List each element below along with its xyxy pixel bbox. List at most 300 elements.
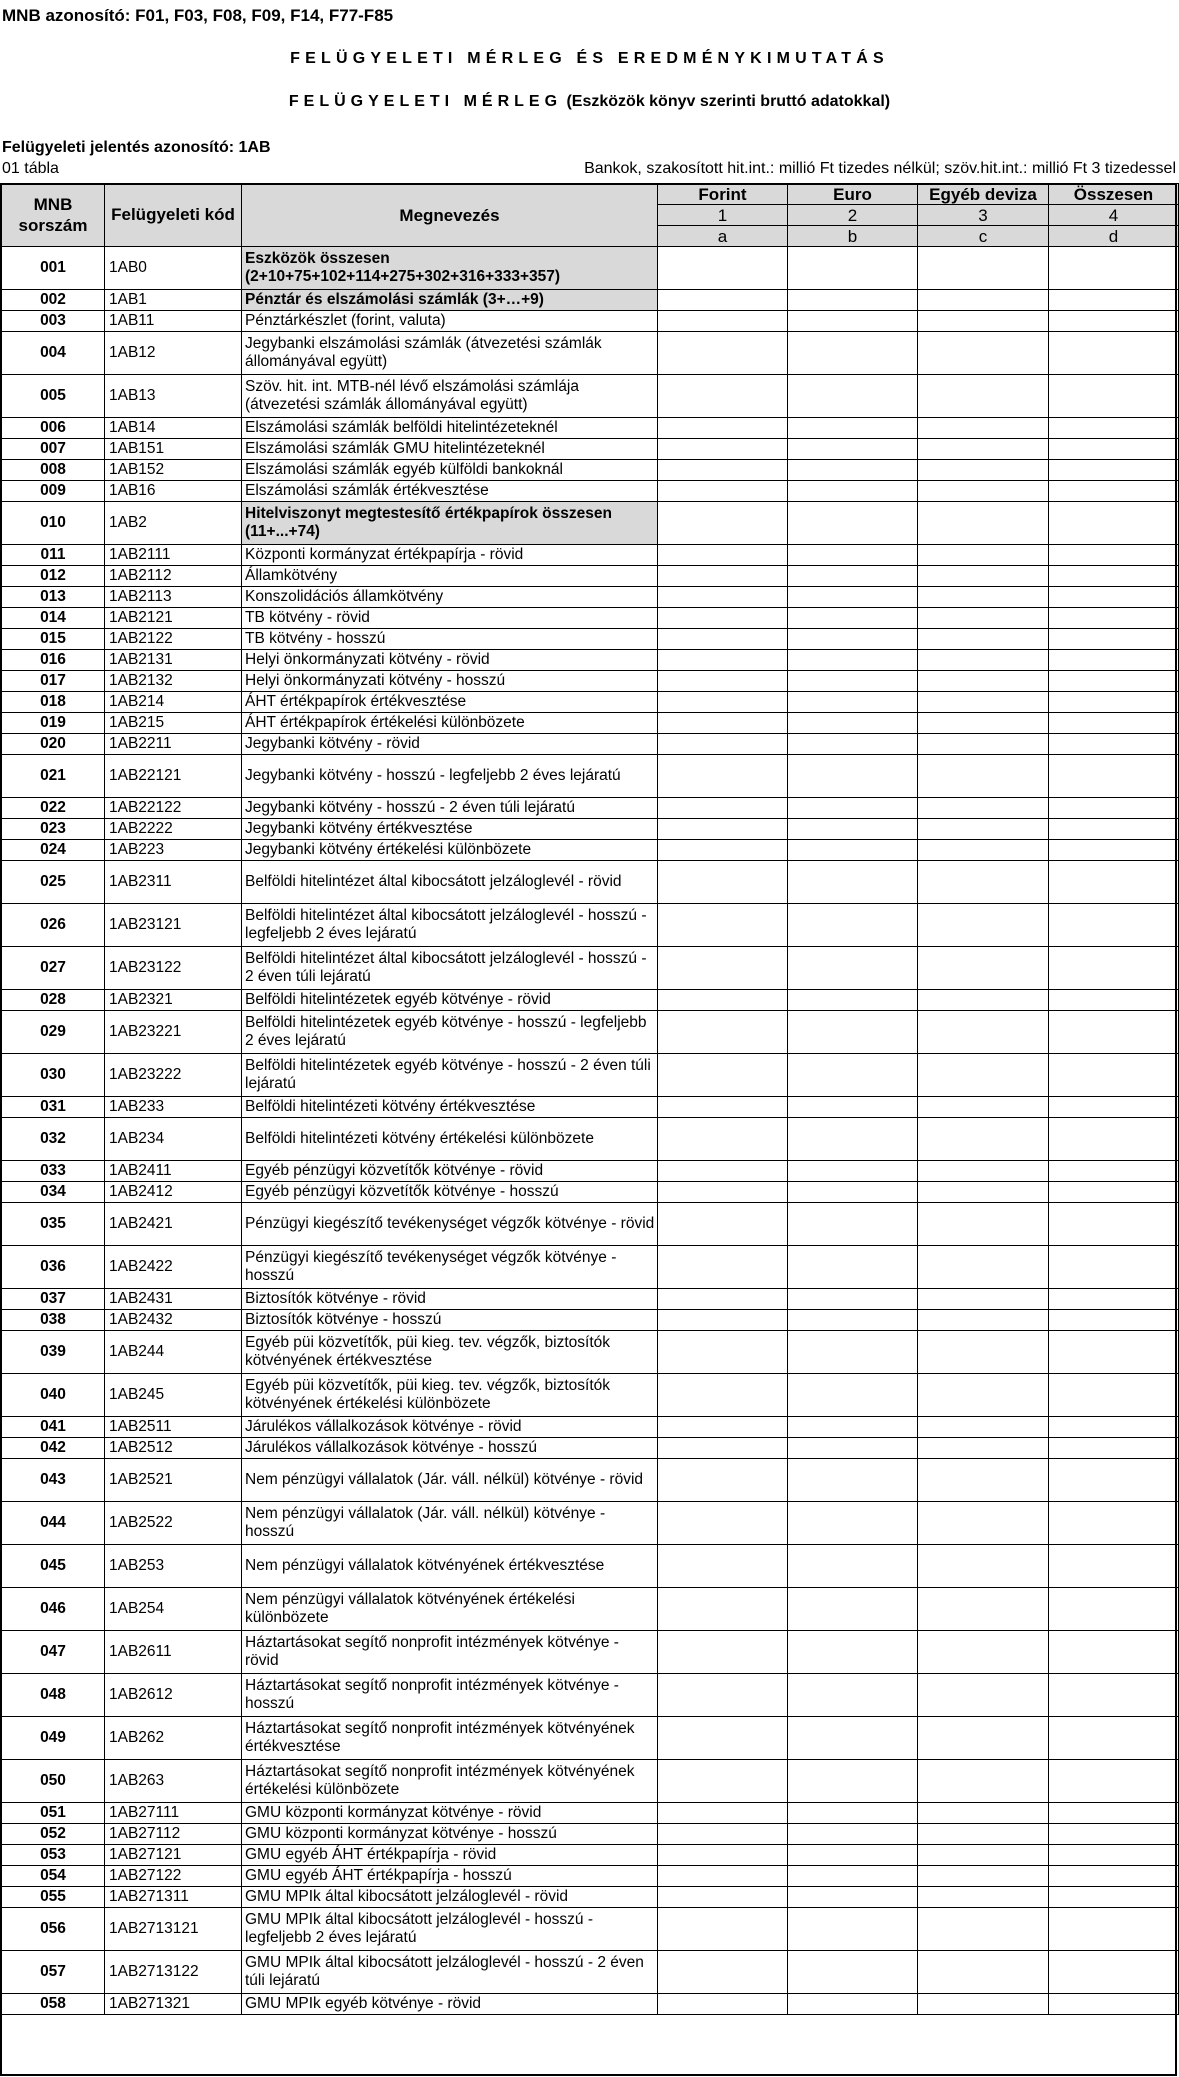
value-cell-forint[interactable] [658, 1674, 788, 1717]
value-cell-egyeb[interactable] [918, 904, 1049, 947]
value-cell-osszesen[interactable] [1049, 1760, 1179, 1803]
value-cell-forint[interactable] [658, 1289, 788, 1310]
row-name: Belföldi hitelintézetek egyéb kötvénye - rövid [242, 990, 658, 1011]
value-cell-egyeb[interactable] [918, 1545, 1049, 1588]
value-cell-osszesen[interactable] [1049, 1118, 1179, 1161]
value-cell-egyeb[interactable] [918, 1760, 1049, 1803]
value-cell-forint[interactable] [658, 502, 788, 545]
value-cell-osszesen[interactable] [1049, 671, 1179, 692]
value-cell-egyeb[interactable] [918, 798, 1049, 819]
value-cell-euro[interactable] [788, 904, 918, 947]
value-cell-euro[interactable] [788, 1182, 918, 1203]
value-cell-egyeb[interactable] [918, 1161, 1049, 1182]
value-cell-euro[interactable] [788, 1760, 918, 1803]
row-code: 1AB0 [105, 247, 242, 290]
value-cell-osszesen[interactable] [1049, 1631, 1179, 1674]
row-number: 021 [2, 755, 105, 798]
value-cell-osszesen[interactable] [1049, 1459, 1179, 1502]
value-cell-egyeb[interactable] [918, 1459, 1049, 1502]
value-cell-euro[interactable] [788, 1545, 918, 1588]
row-name: Elszámolási számlák értékvesztése [242, 481, 658, 502]
value-cell-euro[interactable] [788, 671, 918, 692]
value-cell-forint[interactable] [658, 734, 788, 755]
row-name: GMU egyéb ÁHT értékpapírja - hosszú [242, 1866, 658, 1887]
value-cell-euro[interactable] [788, 1459, 918, 1502]
table-body [2, 247, 1179, 2015]
value-cell-osszesen[interactable] [1049, 1951, 1179, 1994]
row-code: 1AB2713121 [105, 1908, 242, 1951]
value-cell-euro[interactable] [788, 1374, 918, 1417]
value-cell-euro[interactable] [788, 1054, 918, 1097]
row-number: 038 [2, 1310, 105, 1331]
value-cell-egyeb[interactable] [918, 1417, 1049, 1438]
value-cell-euro[interactable] [788, 1845, 918, 1866]
table-row [2, 481, 1179, 502]
value-cell-osszesen[interactable] [1049, 1331, 1179, 1374]
value-cell-osszesen[interactable] [1049, 819, 1179, 840]
value-cell-osszesen[interactable] [1049, 311, 1179, 332]
row-number: 010 [2, 502, 105, 545]
value-cell-osszesen[interactable] [1049, 1545, 1179, 1588]
value-cell-forint[interactable] [658, 481, 788, 502]
value-cell-forint[interactable] [658, 1545, 788, 1588]
value-cell-osszesen[interactable] [1049, 439, 1179, 460]
value-cell-egyeb[interactable] [918, 819, 1049, 840]
value-cell-osszesen[interactable] [1049, 247, 1179, 290]
value-cell-egyeb[interactable] [918, 587, 1049, 608]
value-cell-forint[interactable] [658, 1203, 788, 1246]
value-cell-forint[interactable] [658, 375, 788, 418]
value-cell-osszesen[interactable] [1049, 290, 1179, 311]
value-cell-osszesen[interactable] [1049, 1097, 1179, 1118]
value-cell-egyeb[interactable] [918, 840, 1049, 861]
value-cell-egyeb[interactable] [918, 629, 1049, 650]
value-cell-euro[interactable] [788, 1246, 918, 1289]
value-cell-forint[interactable] [658, 1887, 788, 1908]
value-cell-euro[interactable] [788, 1887, 918, 1908]
value-cell-osszesen[interactable] [1049, 650, 1179, 671]
value-cell-euro[interactable] [788, 1161, 918, 1182]
value-cell-osszesen[interactable] [1049, 840, 1179, 861]
value-cell-egyeb[interactable] [918, 1588, 1049, 1631]
value-cell-osszesen[interactable] [1049, 947, 1179, 990]
value-cell-forint[interactable] [658, 1803, 788, 1824]
row-code: 1AB234 [105, 1118, 242, 1161]
value-cell-euro[interactable] [788, 1951, 918, 1994]
value-cell-forint[interactable] [658, 1182, 788, 1203]
value-cell-euro[interactable] [788, 587, 918, 608]
table-row [2, 798, 1179, 819]
balance-table [1, 183, 1179, 2015]
value-cell-osszesen[interactable] [1049, 332, 1179, 375]
value-cell-osszesen[interactable] [1049, 1674, 1179, 1717]
value-cell-forint[interactable] [658, 1118, 788, 1161]
value-cell-egyeb[interactable] [918, 460, 1049, 481]
row-code: 1AB2521 [105, 1459, 242, 1502]
row-name: GMU központi kormányzat kötvénye - hosszú [242, 1824, 658, 1845]
value-cell-egyeb[interactable] [918, 1674, 1049, 1717]
value-cell-egyeb[interactable] [918, 418, 1049, 439]
value-cell-forint[interactable] [658, 904, 788, 947]
table-row [2, 861, 1179, 904]
value-cell-osszesen[interactable] [1049, 1374, 1179, 1417]
value-cell-forint[interactable] [658, 1502, 788, 1545]
value-cell-forint[interactable] [658, 713, 788, 734]
value-cell-egyeb[interactable] [918, 502, 1049, 545]
table-row [2, 1803, 1179, 1824]
value-cell-egyeb[interactable] [918, 1845, 1049, 1866]
value-cell-euro[interactable] [788, 1717, 918, 1760]
value-cell-euro[interactable] [788, 861, 918, 904]
value-cell-egyeb[interactable] [918, 755, 1049, 798]
value-cell-osszesen[interactable] [1049, 1289, 1179, 1310]
value-cell-osszesen[interactable] [1049, 502, 1179, 545]
value-cell-forint[interactable] [658, 755, 788, 798]
row-code: 1AB152 [105, 460, 242, 481]
table-row [2, 332, 1179, 375]
value-cell-egyeb[interactable] [918, 861, 1049, 904]
table-row [2, 819, 1179, 840]
value-cell-euro[interactable] [788, 439, 918, 460]
value-cell-osszesen[interactable] [1049, 1908, 1179, 1951]
value-cell-egyeb[interactable] [918, 439, 1049, 460]
value-cell-forint[interactable] [658, 1845, 788, 1866]
table-row [2, 608, 1179, 629]
value-cell-osszesen[interactable] [1049, 1803, 1179, 1824]
value-cell-osszesen[interactable] [1049, 904, 1179, 947]
row-code: 1AB233 [105, 1097, 242, 1118]
value-cell-forint[interactable] [658, 1011, 788, 1054]
value-cell-egyeb[interactable] [918, 1631, 1049, 1674]
value-cell-egyeb[interactable] [918, 247, 1049, 290]
value-cell-forint[interactable] [658, 545, 788, 566]
value-cell-egyeb[interactable] [918, 947, 1049, 990]
value-cell-forint[interactable] [658, 650, 788, 671]
value-cell-egyeb[interactable] [918, 1717, 1049, 1760]
value-cell-egyeb[interactable] [918, 290, 1049, 311]
row-number: 048 [2, 1674, 105, 1717]
value-cell-euro[interactable] [788, 798, 918, 819]
value-cell-forint[interactable] [658, 1438, 788, 1459]
value-cell-euro[interactable] [788, 1803, 918, 1824]
table-row [2, 1310, 1179, 1331]
row-code: 1AB2311 [105, 861, 242, 904]
value-cell-forint[interactable] [658, 629, 788, 650]
value-cell-osszesen[interactable] [1049, 1161, 1179, 1182]
row-code: 1AB214 [105, 692, 242, 713]
row-number: 052 [2, 1824, 105, 1845]
value-cell-osszesen[interactable] [1049, 1887, 1179, 1908]
value-cell-forint[interactable] [658, 1866, 788, 1887]
value-cell-forint[interactable] [658, 1161, 788, 1182]
row-number: 028 [2, 990, 105, 1011]
value-cell-forint[interactable] [658, 439, 788, 460]
value-cell-egyeb[interactable] [918, 1866, 1049, 1887]
value-cell-forint[interactable] [658, 861, 788, 904]
value-cell-euro[interactable] [788, 608, 918, 629]
value-cell-egyeb[interactable] [918, 671, 1049, 692]
row-code: 1AB16 [105, 481, 242, 502]
row-name: Egyéb püi közvetítők, püi kieg. tev. végzők, biztosítók kötvényének értékelési különbözete [242, 1374, 658, 1417]
value-cell-egyeb[interactable] [918, 692, 1049, 713]
value-cell-osszesen[interactable] [1049, 375, 1179, 418]
value-cell-euro[interactable] [788, 1289, 918, 1310]
row-name: Egyéb püi közvetítők, püi kieg. tev. végzők, biztosítók kötvényének értékvesztése [242, 1331, 658, 1374]
row-name: Belföldi hitelintézetek egyéb kötvénye - hosszú - legfeljebb 2 éves lejáratú [242, 1011, 658, 1054]
value-cell-forint[interactable] [658, 418, 788, 439]
row-number: 025 [2, 861, 105, 904]
col-letter-b: b [788, 226, 918, 247]
value-cell-egyeb[interactable] [918, 1502, 1049, 1545]
row-code: 1AB2522 [105, 1502, 242, 1545]
value-cell-forint[interactable] [658, 819, 788, 840]
table-row [2, 1161, 1179, 1182]
value-cell-osszesen[interactable] [1049, 1717, 1179, 1760]
value-cell-egyeb[interactable] [918, 1824, 1049, 1845]
value-cell-egyeb[interactable] [918, 1374, 1049, 1417]
value-cell-forint[interactable] [658, 798, 788, 819]
value-cell-osszesen[interactable] [1049, 755, 1179, 798]
value-cell-euro[interactable] [788, 311, 918, 332]
value-cell-euro[interactable] [788, 629, 918, 650]
row-code: 1AB2511 [105, 1417, 242, 1438]
value-cell-osszesen[interactable] [1049, 608, 1179, 629]
value-cell-egyeb[interactable] [918, 990, 1049, 1011]
value-cell-euro[interactable] [788, 734, 918, 755]
value-cell-osszesen[interactable] [1049, 1054, 1179, 1097]
value-cell-egyeb[interactable] [918, 545, 1049, 566]
value-cell-euro[interactable] [788, 1824, 918, 1845]
value-cell-euro[interactable] [788, 1331, 918, 1374]
value-cell-euro[interactable] [788, 545, 918, 566]
value-cell-euro[interactable] [788, 502, 918, 545]
value-cell-forint[interactable] [658, 990, 788, 1011]
col-num-4: 4 [1049, 205, 1179, 226]
value-cell-osszesen[interactable] [1049, 713, 1179, 734]
value-cell-egyeb[interactable] [918, 1803, 1049, 1824]
value-cell-euro[interactable] [788, 375, 918, 418]
value-cell-forint[interactable] [658, 247, 788, 290]
value-cell-osszesen[interactable] [1049, 1203, 1179, 1246]
table-row [2, 1011, 1179, 1054]
value-cell-euro[interactable] [788, 332, 918, 375]
value-cell-euro[interactable] [788, 290, 918, 311]
value-cell-osszesen[interactable] [1049, 481, 1179, 502]
value-cell-osszesen[interactable] [1049, 692, 1179, 713]
table-row [2, 1717, 1179, 1760]
value-cell-euro[interactable] [788, 1866, 918, 1887]
value-cell-egyeb[interactable] [918, 1887, 1049, 1908]
row-number: 016 [2, 650, 105, 671]
value-cell-forint[interactable] [658, 1908, 788, 1951]
table-row [2, 1246, 1179, 1289]
row-name: Jegybanki kötvény - hosszú - legfeljebb 2 éves lejáratú [242, 755, 658, 798]
value-cell-egyeb[interactable] [918, 311, 1049, 332]
value-cell-euro[interactable] [788, 840, 918, 861]
row-number: 013 [2, 587, 105, 608]
value-cell-euro[interactable] [788, 1674, 918, 1717]
value-cell-forint[interactable] [658, 311, 788, 332]
value-cell-euro[interactable] [788, 1011, 918, 1054]
value-cell-forint[interactable] [658, 332, 788, 375]
table-row [2, 460, 1179, 481]
table-row [2, 713, 1179, 734]
value-cell-egyeb[interactable] [918, 1289, 1049, 1310]
value-cell-forint[interactable] [658, 587, 788, 608]
col-letter-c: c [918, 226, 1049, 247]
value-cell-osszesen[interactable] [1049, 1246, 1179, 1289]
value-cell-osszesen[interactable] [1049, 990, 1179, 1011]
value-cell-euro[interactable] [788, 418, 918, 439]
value-cell-osszesen[interactable] [1049, 418, 1179, 439]
value-cell-forint[interactable] [658, 608, 788, 629]
value-cell-osszesen[interactable] [1049, 1310, 1179, 1331]
table-row [2, 545, 1179, 566]
value-cell-egyeb[interactable] [918, 1438, 1049, 1459]
value-cell-osszesen[interactable] [1049, 861, 1179, 904]
value-cell-euro[interactable] [788, 1588, 918, 1631]
value-cell-egyeb[interactable] [918, 1118, 1049, 1161]
value-cell-forint[interactable] [658, 1631, 788, 1674]
value-cell-forint[interactable] [658, 947, 788, 990]
value-cell-osszesen[interactable] [1049, 1588, 1179, 1631]
value-cell-osszesen[interactable] [1049, 629, 1179, 650]
value-cell-egyeb[interactable] [918, 375, 1049, 418]
value-cell-euro[interactable] [788, 713, 918, 734]
col-header-euro: Euro [788, 184, 918, 205]
value-cell-euro[interactable] [788, 1631, 918, 1674]
value-cell-euro[interactable] [788, 1118, 918, 1161]
value-cell-forint[interactable] [658, 840, 788, 861]
value-cell-forint[interactable] [658, 1310, 788, 1331]
value-cell-osszesen[interactable] [1049, 1824, 1179, 1845]
value-cell-forint[interactable] [658, 671, 788, 692]
value-cell-osszesen[interactable] [1049, 734, 1179, 755]
value-cell-egyeb[interactable] [918, 1951, 1049, 1994]
page-title: FELÜGYELETI MÉRLEG ÉS EREDMÉNYKIMUTATÁS [290, 50, 889, 67]
value-cell-forint[interactable] [658, 566, 788, 587]
value-cell-euro[interactable] [788, 481, 918, 502]
row-name: Nem pénzügyi vállalatok (Jár. váll. nélkül) kötvénye - hosszú [242, 1502, 658, 1545]
value-cell-euro[interactable] [788, 819, 918, 840]
value-cell-osszesen[interactable] [1049, 587, 1179, 608]
value-cell-forint[interactable] [658, 290, 788, 311]
value-cell-forint[interactable] [658, 1374, 788, 1417]
value-cell-osszesen[interactable] [1049, 1438, 1179, 1459]
value-cell-forint[interactable] [658, 1717, 788, 1760]
table-row [2, 1674, 1179, 1717]
value-cell-egyeb[interactable] [918, 1203, 1049, 1246]
row-name: Belföldi hitelintézet által kibocsátott jelzáloglevél - hosszú - 2 éven túli lejáratú [242, 947, 658, 990]
row-number: 057 [2, 1951, 105, 1994]
row-name: Biztosítók kötvénye - rövid [242, 1289, 658, 1310]
row-code: 1AB2612 [105, 1674, 242, 1717]
value-cell-egyeb[interactable] [918, 1331, 1049, 1374]
value-cell-egyeb[interactable] [918, 1246, 1049, 1289]
value-cell-osszesen[interactable] [1049, 1845, 1179, 1866]
value-cell-euro[interactable] [788, 755, 918, 798]
row-code: 1AB2611 [105, 1631, 242, 1674]
value-cell-euro[interactable] [788, 566, 918, 587]
value-cell-euro[interactable] [788, 1417, 918, 1438]
value-cell-egyeb[interactable] [918, 566, 1049, 587]
value-cell-forint[interactable] [658, 1994, 788, 2015]
value-cell-forint[interactable] [658, 1054, 788, 1097]
table-row [2, 311, 1179, 332]
value-cell-osszesen[interactable] [1049, 566, 1179, 587]
value-cell-forint[interactable] [658, 1331, 788, 1374]
value-cell-euro[interactable] [788, 247, 918, 290]
value-cell-egyeb[interactable] [918, 1310, 1049, 1331]
value-cell-osszesen[interactable] [1049, 1011, 1179, 1054]
value-cell-osszesen[interactable] [1049, 1417, 1179, 1438]
value-cell-euro[interactable] [788, 1908, 918, 1951]
value-cell-egyeb[interactable] [918, 1908, 1049, 1951]
value-cell-euro[interactable] [788, 990, 918, 1011]
value-cell-egyeb[interactable] [918, 1994, 1049, 2015]
value-cell-forint[interactable] [658, 1588, 788, 1631]
value-cell-forint[interactable] [658, 1097, 788, 1118]
value-cell-egyeb[interactable] [918, 608, 1049, 629]
value-cell-euro[interactable] [788, 1438, 918, 1459]
row-number: 003 [2, 311, 105, 332]
table-row [2, 1374, 1179, 1417]
unit-note: Bankok, szakosított hit.int.: millió Ft tizedes nélkül; szöv.hit.int.: millió Ft 3 tizedessel [584, 160, 1176, 177]
value-cell-forint[interactable] [658, 1824, 788, 1845]
value-cell-euro[interactable] [788, 650, 918, 671]
row-number: 024 [2, 840, 105, 861]
value-cell-egyeb[interactable] [918, 734, 1049, 755]
value-cell-egyeb[interactable] [918, 1054, 1049, 1097]
value-cell-forint[interactable] [658, 1760, 788, 1803]
value-cell-euro[interactable] [788, 947, 918, 990]
table-row [2, 1331, 1179, 1374]
value-cell-osszesen[interactable] [1049, 1866, 1179, 1887]
value-cell-euro[interactable] [788, 1502, 918, 1545]
value-cell-forint[interactable] [658, 1417, 788, 1438]
value-cell-egyeb[interactable] [918, 481, 1049, 502]
value-cell-osszesen[interactable] [1049, 1182, 1179, 1203]
row-code: 1AB262 [105, 1717, 242, 1760]
value-cell-forint[interactable] [658, 460, 788, 481]
value-cell-euro[interactable] [788, 1203, 918, 1246]
value-cell-egyeb[interactable] [918, 713, 1049, 734]
subtitle-rest: (Eszközök könyv szerinti bruttó adatokkal) [566, 93, 891, 110]
row-number: 014 [2, 608, 105, 629]
value-cell-osszesen[interactable] [1049, 798, 1179, 819]
value-cell-osszesen[interactable] [1049, 460, 1179, 481]
value-cell-euro[interactable] [788, 1310, 918, 1331]
value-cell-osszesen[interactable] [1049, 1994, 1179, 2015]
value-cell-egyeb[interactable] [918, 1097, 1049, 1118]
value-cell-euro[interactable] [788, 692, 918, 713]
value-cell-egyeb[interactable] [918, 1182, 1049, 1203]
value-cell-euro[interactable] [788, 1097, 918, 1118]
value-cell-forint[interactable] [658, 1951, 788, 1994]
value-cell-euro[interactable] [788, 460, 918, 481]
value-cell-egyeb[interactable] [918, 1011, 1049, 1054]
value-cell-egyeb[interactable] [918, 332, 1049, 375]
value-cell-forint[interactable] [658, 692, 788, 713]
value-cell-osszesen[interactable] [1049, 1502, 1179, 1545]
value-cell-osszesen[interactable] [1049, 545, 1179, 566]
value-cell-euro[interactable] [788, 1994, 918, 2015]
row-number: 056 [2, 1908, 105, 1951]
row-number: 050 [2, 1760, 105, 1803]
value-cell-egyeb[interactable] [918, 650, 1049, 671]
value-cell-forint[interactable] [658, 1246, 788, 1289]
value-cell-forint[interactable] [658, 1459, 788, 1502]
